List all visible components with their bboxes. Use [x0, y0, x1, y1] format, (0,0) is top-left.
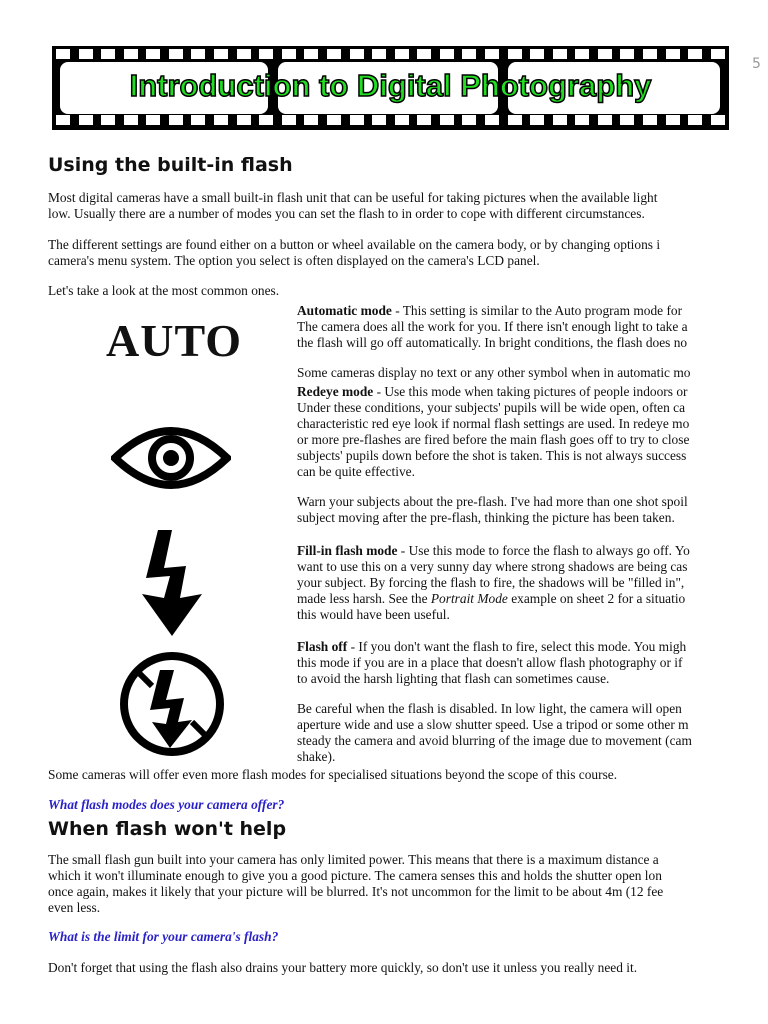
film-perforation — [598, 49, 612, 59]
redeye-mode-line: can be quite effective. — [297, 464, 415, 479]
auto-mode-line: The camera does all the work for you. If there isn't enough light to take a — [297, 319, 688, 334]
film-perforations-bottom — [52, 115, 729, 127]
edge-mark: 5 — [752, 56, 761, 72]
film-perforation — [666, 115, 680, 125]
flash-limit-line: once again, makes it likely that your picture will be blurred. It's not uncommon for the limit to be about 4m (12 fee — [48, 884, 664, 899]
film-perforations-top — [52, 49, 729, 61]
film-perforation — [124, 49, 138, 59]
film-perforation — [553, 49, 567, 59]
film-perforation — [417, 49, 431, 59]
auto-mode-line: the flash will go off automatically. In bright conditions, the flash does no — [297, 335, 688, 350]
film-perforation — [124, 115, 138, 125]
intro-line: low. Usually there are a number of modes you can set the flash to in order to cope with different circumstances. — [48, 206, 645, 221]
film-perforation — [417, 115, 431, 125]
redeye-mode-term: Redeye mode — [297, 384, 374, 399]
film-perforation — [191, 115, 205, 125]
film-perforation — [304, 49, 318, 59]
eye-icon — [111, 418, 231, 498]
film-perforation — [620, 49, 634, 59]
common-modes-text: Let's take a look at the most common ones. — [48, 283, 280, 298]
fillin-mode-line: your subject. By forcing the flash to fire, the shadows will be "filled in", — [297, 575, 685, 590]
question-flash-modes: What flash modes does your camera offer? — [48, 797, 285, 812]
film-perforation — [372, 115, 386, 125]
film-perforation — [237, 49, 251, 59]
portrait-mode-reference: Portrait Mode — [430, 591, 508, 606]
battery-note: Don't forget that using the flash also drains your battery more quickly, so don't use it unless you really need it. — [48, 960, 638, 975]
film-perforation — [508, 115, 522, 125]
film-perforation — [214, 49, 228, 59]
fillin-mode-line: this would have been useful. — [297, 607, 450, 622]
film-perforation — [553, 115, 567, 125]
redeye-warning-line: Warn your subjects about the pre-flash. I've had more than one shot spoil — [297, 494, 688, 509]
film-perforation — [440, 49, 454, 59]
flash-off-caution-line: steady the camera and avoid blurring of the image due to movement (cam — [297, 733, 692, 748]
flash-off-line: Flash off - If you don't want the flash to fire, select this mode. You migh — [297, 639, 687, 654]
film-perforation — [169, 115, 183, 125]
film-perforation — [575, 115, 589, 125]
film-perforation — [462, 115, 476, 125]
section-heading-flash: Using the built-in flash — [48, 154, 293, 176]
fillin-mode-term: Fill-in flash mode — [297, 543, 398, 558]
film-perforation — [79, 115, 93, 125]
film-perforation — [462, 49, 476, 59]
flash-off-line: to avoid the harsh lighting that flash can sometimes cause. — [297, 671, 610, 686]
film-perforation — [259, 115, 273, 125]
film-perforation — [169, 49, 183, 59]
auto-mode-note: Some cameras display no text or any other symbol when in automatic mo — [297, 365, 691, 380]
film-perforation — [711, 115, 725, 125]
film-perforation — [146, 115, 160, 125]
film-perforation — [146, 49, 160, 59]
settings-line: The different settings are found either on a button or wheel available on the camera body, or by changing options i — [48, 237, 661, 252]
film-perforation — [643, 115, 657, 125]
redeye-mode-line: Redeye mode - Use this mode when taking pictures of people indoors or — [297, 384, 688, 399]
film-perforation — [304, 115, 318, 125]
redeye-mode-line: or more pre-flashes are fired before the main flash goes off to try to close — [297, 432, 690, 447]
settings-line: camera's menu system. The option you select is often displayed on the camera's LCD panel. — [48, 253, 540, 268]
film-perforation — [688, 115, 702, 125]
flash-off-line: this mode if you are in a place that doesn't allow flash photography or if — [297, 655, 683, 670]
film-perforation — [372, 49, 386, 59]
fillin-mode-line: made less harsh. See the Portrait Mode example on sheet 2 for a situatio — [297, 591, 686, 606]
film-perforation — [530, 49, 544, 59]
film-perforation — [643, 49, 657, 59]
banner-title: Introduction to Digital Photography — [129, 68, 652, 103]
more-modes-text: Some cameras will offer even more flash modes for specialised situations beyond the scope of this course. — [48, 767, 618, 782]
film-perforation — [282, 49, 296, 59]
film-perforation — [620, 115, 634, 125]
film-perforation — [101, 49, 115, 59]
section-heading-flash-limit: When flash won't help — [48, 818, 287, 840]
film-perforation — [395, 115, 409, 125]
film-perforation — [214, 115, 228, 125]
flash-off-term: Flash off — [297, 639, 348, 654]
film-strip-banner — [52, 46, 729, 130]
film-perforation — [350, 115, 364, 125]
flash-limit-line: The small flash gun built into your camera has only limited power. This means that there is a maximum distance a — [48, 852, 659, 867]
redeye-mode-line: subjects' pupils down before the shot is taken. This is not always success — [297, 448, 687, 463]
film-perforation — [327, 115, 341, 125]
film-perforation — [282, 115, 296, 125]
flash-limit-line: which it won't illuminate enough to give you a good picture. The camera senses this and holds the shutter open lon — [48, 868, 662, 883]
film-perforation — [350, 49, 364, 59]
film-perforation — [666, 49, 680, 59]
flash-off-caution-line: Be careful when the flash is disabled. In low light, the camera will open — [297, 701, 682, 716]
redeye-mode-line: Under these conditions, your subjects' pupils will be wide open, often ca — [297, 400, 686, 415]
fillin-mode-line: want to use this on a very sunny day where strong shadows are being cas — [297, 559, 688, 574]
auto-mode-line: Automatic mode - This setting is similar to the Auto program mode for — [297, 303, 683, 318]
lightning-bolt-icon — [136, 528, 208, 638]
film-perforation — [56, 115, 70, 125]
film-perforation — [575, 49, 589, 59]
film-perforation — [395, 49, 409, 59]
redeye-warning-line: subject moving after the pre-flash, thinking the picture has been taken. — [297, 510, 675, 525]
film-perforation — [711, 49, 725, 59]
film-perforation — [598, 115, 612, 125]
film-perforation — [530, 115, 544, 125]
film-perforation — [485, 115, 499, 125]
film-perforation — [56, 49, 70, 59]
flash-off-icon — [118, 650, 226, 758]
film-perforation — [191, 49, 205, 59]
film-perforation — [79, 49, 93, 59]
film-perforation — [101, 115, 115, 125]
film-perforation — [485, 49, 499, 59]
intro-line: Most digital cameras have a small built-in flash unit that can be useful for taking pictures when the available light — [48, 190, 658, 205]
auto-mode-term: Automatic mode — [297, 303, 392, 318]
film-perforation — [259, 49, 273, 59]
film-perforation — [327, 49, 341, 59]
auto-symbol: AUTO — [106, 315, 243, 366]
flash-off-caution-line: aperture wide and use a slow shutter speed. Use a tripod or some other m — [297, 717, 689, 732]
flash-limit-line: even less. — [48, 900, 101, 915]
film-perforation — [508, 49, 522, 59]
question-flash-limit: What is the limit for your camera's flash? — [48, 929, 279, 944]
film-perforation — [237, 115, 251, 125]
redeye-mode-line: characteristic red eye look if normal flash settings are used. In redeye mo — [297, 416, 690, 431]
film-perforation — [440, 115, 454, 125]
fillin-mode-line: Fill-in flash mode - Use this mode to force the flash to always go off. Yo — [297, 543, 690, 558]
flash-off-caution-line: shake). — [297, 749, 336, 764]
film-perforation — [688, 49, 702, 59]
